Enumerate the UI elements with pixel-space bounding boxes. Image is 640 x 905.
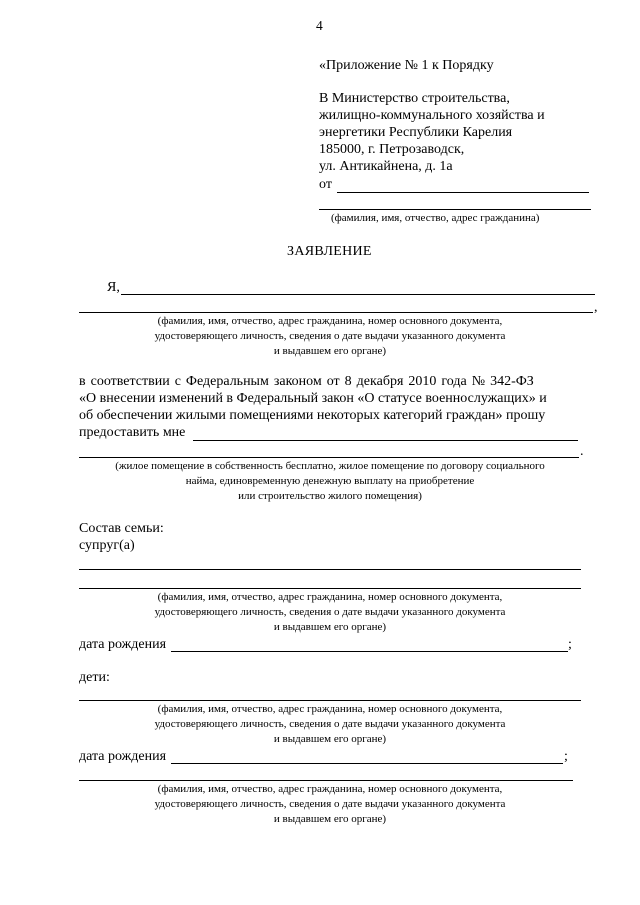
body-line-2: «О внесении изменений в Федеральный закон «О статусе военнослужащих» и [79,391,547,406]
body-line-1: в соответствии с Федеральным законом от 8 декабря 2010 года № 342-ФЗ [79,374,534,389]
applicant-field-line-2[interactable] [79,312,593,313]
addressee-line: 185000, г. Петрозаводск, [319,142,465,157]
child-birthdate-semicolon: ; [564,749,568,764]
child-birthdate-field[interactable] [171,763,563,764]
spouse-field-line-2[interactable] [79,588,581,589]
applicant-field-line[interactable] [121,294,595,295]
from-field-line[interactable] [337,192,589,193]
page-number: 4 [316,18,323,33]
from-field-line-2[interactable] [319,209,591,210]
spouse-birthdate-semicolon: ; [568,637,572,652]
spouse-caption [80,590,580,635]
appendix-title: «Приложение № 1 к Порядку [319,58,494,73]
from-label: от [319,177,332,192]
child-field-line[interactable] [79,700,581,701]
addressee-line: ул. Антикайнена, д. 1а [319,159,453,174]
caption-line: и выдавшем его органе) [273,621,387,633]
request-label: предоставить мне [79,425,186,440]
addressee-line: жилищно-коммунального хозяйства и [319,108,545,123]
caption-line: найма, единовременную денежную выплату на приобретение [185,475,475,487]
caption-line: или строительство жилого помещения) [238,490,422,502]
addressee-line: энергетики Республики Карелия [319,125,513,140]
request-field-line[interactable] [193,440,578,441]
spouse-field-line[interactable] [79,569,581,570]
caption-line: и выдавшем его органе) [273,733,387,745]
request-caption [80,459,580,504]
child-birthdate-label: дата рождения [79,749,167,764]
caption-line: (жилое помещение в собственность бесплатно, жилое помещение по договору социального [115,460,545,472]
children-label: дети: [79,670,110,685]
from-caption: (фамилия, имя, отчество, адрес гражданина) [331,212,540,224]
document-title: ЗАЯВЛЕНИЕ [287,244,372,259]
caption-line: (фамилия, имя, отчество, адрес гражданина, номер основного документа, [157,591,503,603]
child-caption-2 [80,782,580,827]
caption-line: (фамилия, имя, отчество, адрес гражданина, номер основного документа, [157,315,503,327]
applicant-caption [80,314,580,359]
caption-line: удостоверяющего личность, сведения о дате выдачи указанного документа [154,606,506,618]
body-line-3: об обеспечении жилыми помещениями некоторых категорий граждан» прошу [79,408,546,423]
applicant-comma: , [594,300,598,315]
applicant-prefix: Я, [107,280,120,295]
child-caption [80,702,580,747]
addressee-block [319,90,545,175]
spouse-birthdate-field[interactable] [171,651,568,652]
caption-line: и выдавшем его органе) [273,345,387,357]
addressee-line: В Министерство строительства, [319,91,510,106]
caption-line: удостоверяющего личность, сведения о дате выдачи указанного документа [154,798,506,810]
spouse-birthdate-label: дата рождения [79,637,167,652]
spouse-label: супруг(а) [79,538,135,553]
caption-line: (фамилия, имя, отчество, адрес гражданина, номер основного документа, [157,783,503,795]
caption-line: удостоверяющего личность, сведения о дате выдачи указанного документа [154,330,506,342]
caption-line: (фамилия, имя, отчество, адрес гражданина, номер основного документа, [157,703,503,715]
request-period: . [580,444,584,459]
caption-line: удостоверяющего личность, сведения о дате выдачи указанного документа [154,718,506,730]
caption-line: и выдавшем его органе) [273,813,387,825]
request-field-line-2[interactable] [79,457,579,458]
family-label: Состав семьи: [79,521,164,536]
child-field-line-2[interactable] [79,780,573,781]
